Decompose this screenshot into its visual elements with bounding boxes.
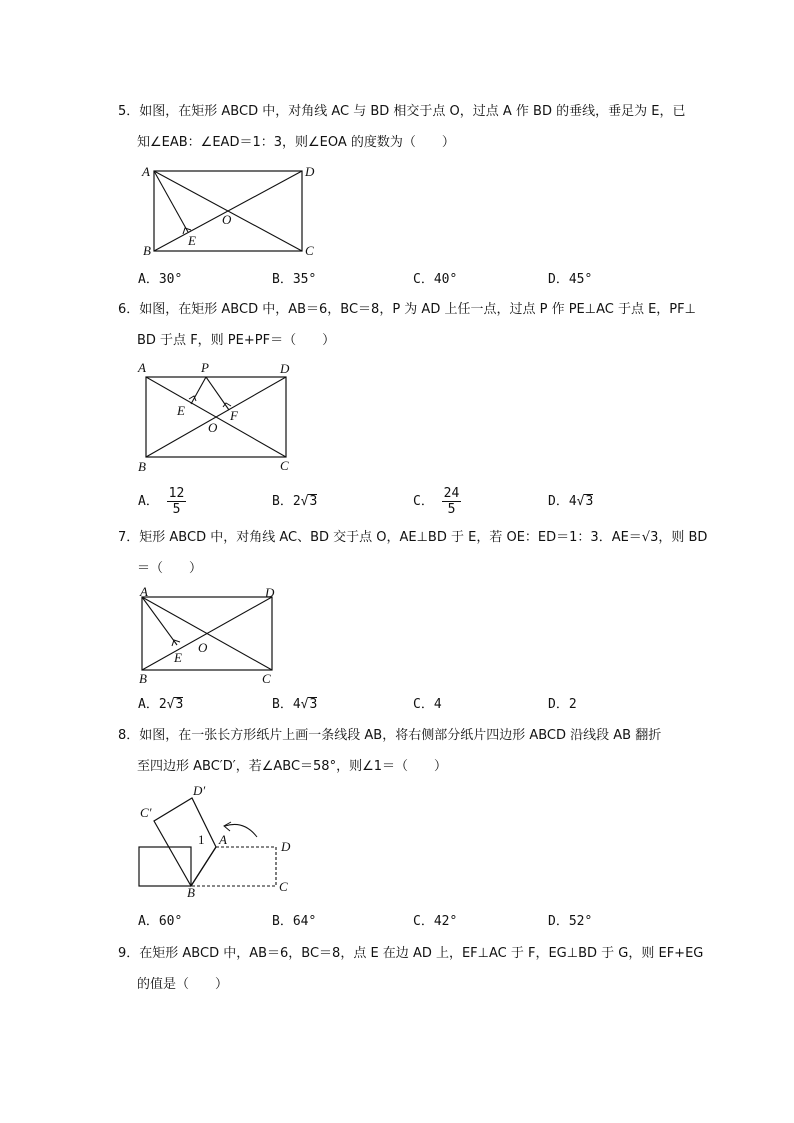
- q5-label-c: C: [305, 243, 314, 258]
- q6-option-c-fraction: [442, 486, 462, 517]
- q5-label-o: O: [222, 212, 232, 227]
- q6-option-a-numerator: 12: [168, 486, 185, 501]
- q6-label-d: D: [280, 361, 290, 376]
- q7-option-b[interactable]: [272, 697, 317, 713]
- q6-label-o: O: [208, 420, 218, 435]
- q5-figure: [138, 162, 328, 260]
- q6-option-a[interactable]: [138, 486, 186, 517]
- q6-option-d-radical-sign: √: [576, 494, 585, 509]
- q7-option-d[interactable]: D．2: [548, 697, 577, 712]
- q6-option-d-radicand: 3: [585, 494, 594, 509]
- q5-label-e: E: [188, 233, 196, 248]
- q8-label-a: A: [219, 832, 227, 847]
- q5-line2: 知∠EAB：∠EAD＝1：3，则∠EOA 的度数为（ ）: [137, 135, 455, 150]
- q8-option-c[interactable]: C．42°: [413, 914, 458, 929]
- q7-option-a[interactable]: [138, 697, 183, 713]
- q8-label-d: D: [281, 839, 291, 854]
- q8-label-d-prime: D′: [193, 783, 206, 798]
- q7-label-d: D: [265, 585, 275, 600]
- q6-option-c-denominator: 5: [447, 502, 456, 517]
- q5-option-b[interactable]: B．35°: [272, 272, 317, 287]
- q6-label-a: A: [138, 360, 146, 375]
- q6-label-p: P: [201, 360, 209, 375]
- q7-option-b-radical-sign: √: [300, 697, 309, 712]
- q7-label-b: B: [139, 671, 147, 686]
- q6-option-a-fraction: [167, 486, 187, 517]
- q7-option-b-radicand: 3: [309, 697, 318, 712]
- q7-option-c[interactable]: C．4: [413, 697, 442, 712]
- q6-option-d[interactable]: [548, 494, 593, 510]
- q6-line2: BD 于点 F，则 PE+PF＝（ ）: [137, 333, 336, 348]
- q5-label-d: D: [305, 164, 315, 179]
- q6-option-d-prefix: D．4: [548, 494, 577, 509]
- q8-line1: 8．如图，在一张长方形纸片上画一条线段 AB，将右侧部分纸片四边形 ABCD 沿线段 AB 翻折: [118, 728, 662, 743]
- q6-option-c-prefix: C．: [413, 494, 434, 509]
- q6-label-f: F: [230, 408, 238, 423]
- q7-label-a: A: [140, 584, 148, 599]
- q7-line1: 7．矩形 ABCD 中，对角线 AC、BD 交于点 O，AE⊥BD 于 E，若 OE：ED＝1：3．AE＝√3，则 BD: [118, 530, 708, 545]
- q6-option-b-radicand: 3: [309, 494, 318, 509]
- q6-option-a-denominator: 5: [172, 502, 181, 517]
- q5-option-d[interactable]: D．45°: [548, 272, 593, 287]
- q7-option-a-radicand: 3: [175, 697, 184, 712]
- q7-label-e: E: [174, 650, 182, 665]
- q7-option-a-prefix: A．2: [138, 697, 167, 712]
- q8-label-angle-1: 1: [198, 832, 205, 847]
- q9-line1: 9．在矩形 ABCD 中，AB＝6，BC＝8，点 E 在边 AD 上，EF⊥AC 于 F，EG⊥BD 于 G，则 EF+EG: [118, 946, 704, 961]
- q6-label-c: C: [280, 458, 289, 473]
- q7-option-a-radical-sign: √: [166, 697, 175, 712]
- q6-option-b[interactable]: [272, 494, 317, 510]
- q6-option-c-numerator: 24: [443, 486, 460, 501]
- q9-line2: 的值是（ ）: [137, 977, 229, 992]
- q6-label-b: B: [138, 459, 146, 474]
- q5-option-a[interactable]: A．30°: [138, 272, 183, 287]
- q7-label-c: C: [262, 671, 271, 686]
- q8-option-d[interactable]: D．52°: [548, 914, 593, 929]
- q8-line2: 至四边形 ABC′D′，若∠ABC＝58°，则∠1＝（ ）: [137, 759, 447, 774]
- q5-label-a: A: [142, 164, 150, 179]
- q6-option-b-prefix: B．2: [272, 494, 301, 509]
- q6-figure: [134, 360, 304, 475]
- q7-figure: [134, 584, 284, 688]
- q7-label-o: O: [198, 640, 208, 655]
- q6-line1: 6．如图，在矩形 ABCD 中，AB＝6，BC＝8，P 为 AD 上任一点，过点 P 作 PE⊥AC 于点 E，PF⊥: [118, 302, 696, 317]
- q6-label-e: E: [177, 403, 185, 418]
- q8-figure: [134, 780, 304, 900]
- q7-option-b-prefix: B．4: [272, 697, 301, 712]
- q5-label-b: B: [143, 243, 151, 258]
- q7-line2: ＝（ ）: [137, 561, 203, 576]
- q8-label-c: C: [279, 879, 288, 894]
- q5-option-c[interactable]: C．40°: [413, 272, 458, 287]
- q6-option-b-radical-sign: √: [300, 494, 309, 509]
- q8-option-a[interactable]: A．60°: [138, 914, 183, 929]
- q5-line1: 5．如图，在矩形 ABCD 中，对角线 AC 与 BD 相交于点 O，过点 A 作 BD 的垂线，垂足为 E，已: [118, 104, 686, 119]
- q6-option-c[interactable]: [413, 486, 461, 517]
- q8-label-b: B: [187, 885, 195, 900]
- q8-label-c-prime: C′: [140, 805, 152, 820]
- q8-option-b[interactable]: B．64°: [272, 914, 317, 929]
- q6-option-a-prefix: A．: [138, 494, 159, 509]
